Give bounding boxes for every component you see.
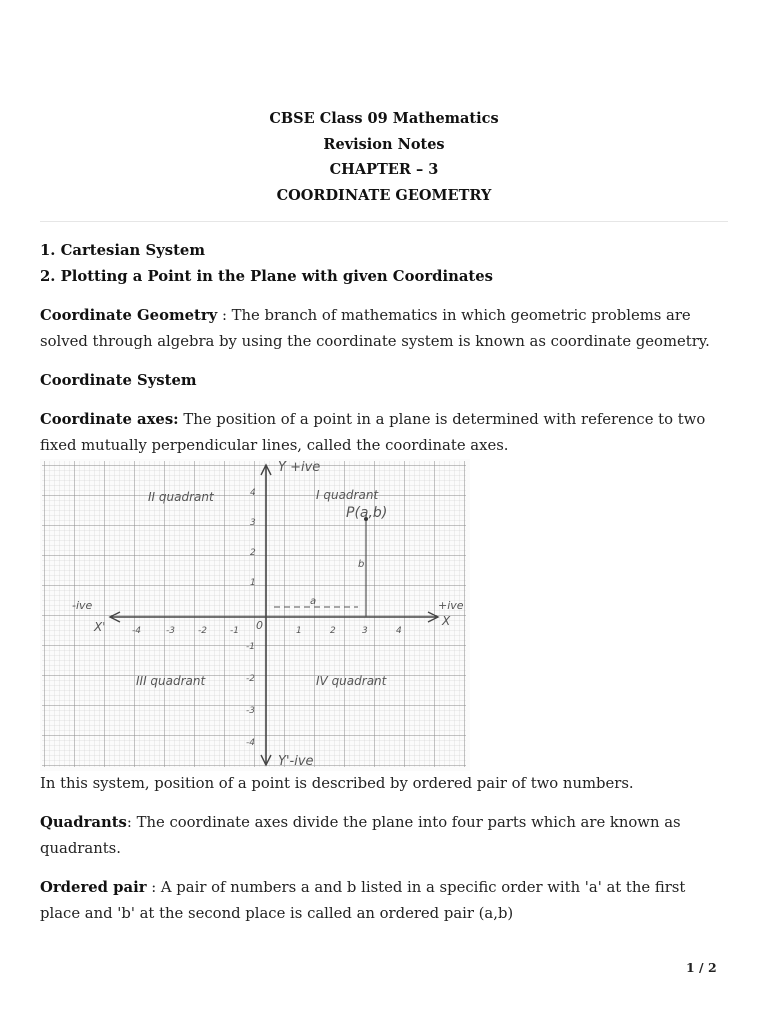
paragraph-coordinate-axes [40,407,730,459]
header-subtitle: Revision Notes [323,135,445,153]
x-tick-label: 3 [362,626,368,636]
x-tick-label: -4 [132,626,141,636]
quadrant-3-label: III quadrant [136,674,206,688]
header-class-title: CBSE Class 09 Mathematics [269,110,499,127]
document-body [40,238,730,927]
point-b-label: b [358,559,365,570]
header-divider [40,221,728,222]
paragraph-ordered-pair-intro: In this system, position of a point is described by ordered pair of two numbers. [40,775,634,792]
y-tick-label: 4 [250,488,256,498]
paragraph-quadrants [40,810,730,862]
point-a-label: a [310,596,317,607]
header-chapter-title: COORDINATE GEOMETRY [276,186,492,204]
y-tick-label: -4 [246,738,255,748]
quadrant-4-label: IV quadrant [316,674,387,688]
paragraph-ordered-pair [40,875,730,927]
x-tick-label: -1 [230,626,239,636]
x-axis-neg-label: X' [94,620,106,634]
document-header [0,106,768,208]
x-tick-label: 2 [330,626,336,636]
heading-coordinate-system: Coordinate System [40,372,197,389]
quadrant-2-label: II quadrant [148,490,214,504]
topic-1: 1. Cartesian System [40,242,205,259]
term-coordinate-axes: Coordinate axes: [40,411,179,428]
y-tick-label: -3 [246,706,255,716]
topic-2: 2. Plotting a Point in the Plane with given Coordinates [40,268,494,285]
y-negative-label: Y'-ive [278,754,314,769]
paragraph-coordinate-geometry [40,303,730,355]
graph-paper-grid [42,461,466,767]
definition-ordered-pair: : A pair of numbers a and b listed in a specific order with 'a' at the first place and 'b' at the second place is called an ordered pair (a,b) [40,879,686,922]
origin-label: 0 [256,619,263,632]
y-tick-label: 1 [250,578,256,588]
page-number: 1 / 2 [686,960,717,975]
x-tick-label: -2 [198,626,207,636]
y-tick-label: 3 [250,518,256,528]
x-tick-label: 4 [396,626,402,636]
definition-coordinate-geometry: : The branch of mathematics in which geometric problems are solved through algebra by using the coordinate system is known as coordinate geometry. [40,307,710,350]
point-p-label: P(a,b) [346,505,388,521]
x-tick-label: -3 [166,626,175,636]
x-positive-label: +ive [438,599,464,612]
x-tick-label: 1 [296,626,302,636]
header-chapter: CHAPTER – 3 [329,161,439,178]
y-tick-label: -2 [246,674,255,684]
y-positive-label: Y +ive [278,460,321,475]
y-tick-label: -1 [246,642,255,652]
term-ordered-pair: Ordered pair [40,879,147,896]
term-coordinate-geometry: Coordinate Geometry [40,307,218,324]
definition-coordinate-axes: The position of a point in a plane is determined with reference to two fixed mutually perpendicular lines, called the coordinate axes. [40,411,706,454]
x-negative-label: -ive [72,599,93,612]
coordinate-graph-image [40,459,470,771]
definition-quadrants: : The coordinate axes divide the plane into four parts which are known as quadrants. [40,814,681,857]
quadrant-1-label: I quadrant [316,488,379,502]
term-quadrants: Quadrants [40,814,127,831]
y-tick-label: 2 [250,548,256,558]
x-axis-label: X [442,614,451,628]
